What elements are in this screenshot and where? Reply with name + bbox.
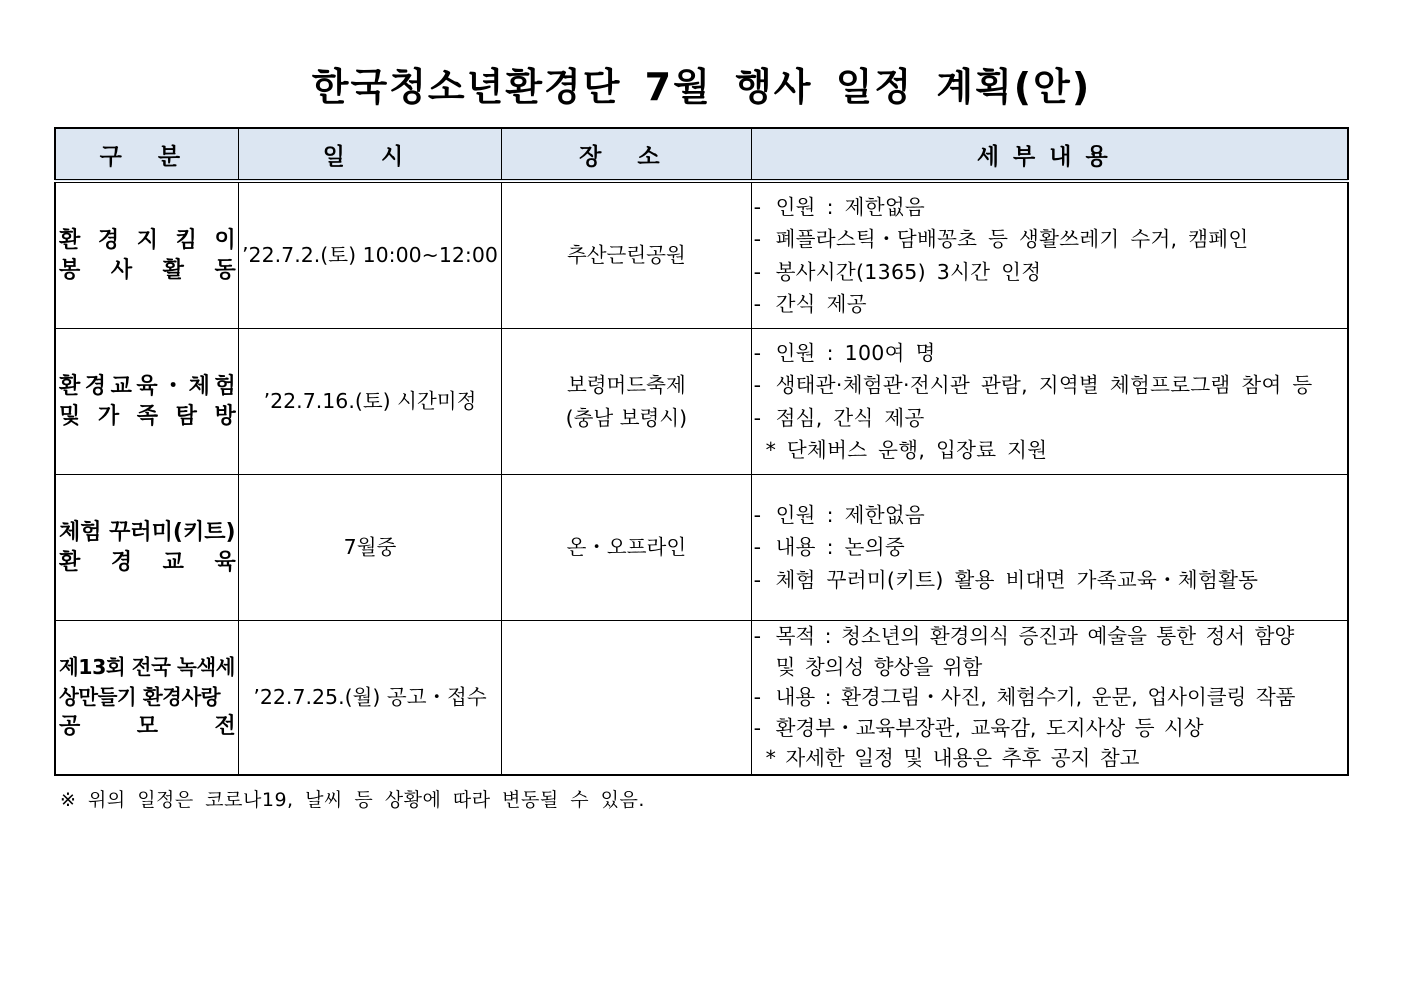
detail-text: * 자세한 일정 및 내용은 추후 공지 참고 [765,746,1140,770]
category-char: 공 [59,714,81,740]
category-char: 육 [214,549,236,575]
category-char: 경 [97,227,120,253]
datetime-cell: ’22.7.16.(토) 시간미정 [238,329,501,475]
bullet-dash: - [753,715,761,740]
detail-item [754,531,1347,564]
detail-note [754,434,1347,467]
category-line [56,548,238,578]
details-list [752,191,1347,321]
table-row [55,181,1348,329]
bullet-dash: - [753,685,761,709]
details-cell [751,621,1348,775]
detail-item [754,337,1347,370]
detail-text: 인원 : 제한없음 [775,194,926,219]
location-line: (충남 보령시) [565,405,688,430]
category-text: 제13회 전국 녹색세 [59,655,235,680]
header-datetime: 일 시 [238,128,501,181]
bullet-dash: - [753,405,762,430]
category-char: 봉 [59,257,81,283]
bullet-dash: - [753,227,762,251]
details-list [752,337,1347,467]
category-char: 동 [214,257,236,283]
category-char: 환 [59,549,81,575]
category-char: 및 [59,403,81,429]
detail-text: 목적 : 청소년의 환경의식 증진과 예술을 통한 정서 함양 [775,624,1295,648]
detail-text: 간식 제공 [775,292,867,316]
detail-item [754,288,1347,321]
category-char: ・ [162,373,185,399]
category-line [56,712,238,742]
category-line [56,402,238,432]
table-row [55,475,1348,621]
category-char: 가 [97,403,120,429]
category-char: 사 [110,257,133,283]
table-row [55,329,1348,475]
category-char: 방 [214,403,236,429]
detail-item [754,713,1347,744]
detail-item [754,223,1347,256]
detail-item [754,402,1347,435]
detail-item [754,256,1347,289]
detail-text: 내용 : 환경그림・사진, 체험수기, 운문, 업사이클링 작품 [775,685,1296,709]
bullet-dash: - [753,567,762,592]
category-line [56,682,238,712]
category-char: 킴 [175,227,197,253]
page-title: 한국청소년환경단 7월 행사 일정 계획(안) [311,65,1092,109]
category-cell [55,181,238,329]
category-char: 탐 [175,403,197,429]
category-line [56,226,238,256]
table-row [55,621,1348,775]
category-char: 족 [136,403,159,429]
location-cell [502,181,751,329]
category-char: 환 [59,373,81,399]
category-text: 체험 꾸러미(키트) [59,519,236,545]
category-char: 체 [188,373,210,399]
bullet-dash: - [753,535,762,560]
location-line: 보령머드축제 [566,372,686,397]
details-cell [751,329,1348,475]
category-char: 전 [214,714,236,740]
category-char: 교 [110,373,132,399]
category-char: 이 [214,227,236,253]
detail-text: * 단체버스 운행, 입장료 지원 [765,438,1048,462]
detail-text: 생태관·체험관·전시관 관람, 지역별 체험프로그램 참여 등 [775,373,1313,397]
detail-item [754,652,1347,683]
category-char: 육 [136,373,158,399]
category-line [56,372,238,402]
category-cell [55,329,238,475]
category-char: 경 [110,549,133,575]
details-list [752,621,1347,774]
bullet-dash: - [753,292,762,316]
bullet-dash: - [753,624,761,648]
details-cell [751,475,1348,621]
category-cell [55,475,238,621]
category-char: 지 [136,227,159,253]
category-char: 활 [162,257,184,283]
bullet-dash: - [753,340,762,365]
category-char: 환 [59,227,81,253]
category-line [56,652,238,682]
table-header-row [55,128,1348,181]
category-line [56,256,238,286]
detail-text: 내용 : 논의중 [775,535,905,560]
category-cell [55,621,238,775]
bullet-dash: - [753,373,762,397]
detail-note [754,743,1347,774]
detail-item [754,191,1347,224]
datetime-cell: ’22.7.25.(월) 공고・접수 [238,621,501,775]
detail-item [754,499,1347,532]
category-text: 상만들기 환경사랑 [59,685,221,710]
bullet-dash: - [753,259,762,284]
category-char: 경 [84,373,107,399]
location-line: 온・오프라인 [566,535,687,559]
location-cell [502,329,751,475]
category-char: 험 [214,373,236,399]
detail-text: 폐플라스틱・담배꽁초 등 생활쓰레기 수거, 캠페인 [775,227,1249,251]
bullet-dash: - [753,502,762,527]
datetime-cell: ’22.7.2.(토) 10:00~12:00 [238,181,501,329]
details-list [752,499,1347,597]
detail-text: 체험 꾸러미(키트) 활용 비대면 가족교육・체험활동 [775,567,1259,592]
datetime-cell: 7월중 [238,475,501,621]
header-location: 장 소 [502,128,751,181]
header-details: 세부내용 [751,128,1348,181]
detail-item [754,369,1347,402]
detail-text: 봉사시간(1365) 3시간 인정 [775,259,1042,284]
detail-text: 인원 : 100여 명 [775,340,936,365]
bullet-dash: - [753,194,762,219]
detail-text: 환경부・교육부장관, 교육감, 도지사상 등 시상 [775,715,1204,740]
location-cell [502,475,751,621]
table-body [55,181,1348,775]
detail-item [754,564,1347,597]
detail-text: 및 창의성 향상을 위함 [775,654,983,679]
location-cell [502,621,751,775]
detail-item [754,621,1347,652]
location-line: 추산근린공원 [566,243,686,267]
category-line [56,518,238,548]
detail-item [754,682,1347,713]
event-schedule-table [54,127,1349,776]
category-char: 모 [136,714,159,740]
detail-text: 점심, 간식 제공 [775,405,925,430]
footnote: ※ 위의 일정은 코로나19, 날씨 등 상황에 따라 변동될 수 있음. [60,789,645,811]
header-category: 구 분 [55,128,238,181]
details-cell [751,181,1348,329]
detail-text: 인원 : 제한없음 [775,502,926,527]
category-char: 교 [162,549,184,575]
